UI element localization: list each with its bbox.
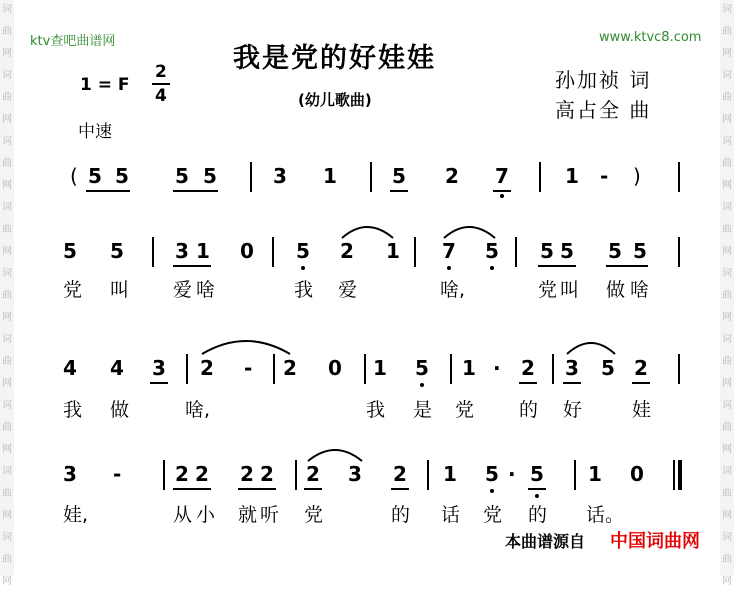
right-watermark-strip bbox=[720, 0, 734, 587]
side-watermark-char: 曲 bbox=[2, 422, 12, 433]
barline bbox=[678, 237, 680, 267]
note: 2 bbox=[445, 164, 459, 188]
note: 1 bbox=[323, 164, 337, 188]
note: 2 bbox=[200, 356, 214, 380]
side-watermark-char: 网 bbox=[2, 444, 12, 455]
side-watermark-char: 曲 bbox=[722, 422, 732, 433]
underline bbox=[304, 488, 322, 490]
note: 3 bbox=[565, 356, 579, 380]
note: 4 bbox=[110, 356, 124, 380]
note: ( bbox=[70, 164, 78, 188]
side-watermark-char: 曲 bbox=[722, 356, 732, 367]
underline bbox=[563, 382, 581, 384]
note: 1 bbox=[196, 239, 210, 263]
note: 1 bbox=[565, 164, 579, 188]
barline bbox=[678, 162, 680, 192]
lyric: 话。 bbox=[586, 504, 625, 526]
octave-dot bbox=[500, 194, 504, 198]
barline bbox=[186, 354, 188, 384]
octave-dot bbox=[301, 266, 305, 270]
side-watermark-char: 网 bbox=[2, 510, 12, 521]
underline bbox=[632, 382, 650, 384]
note: 5 bbox=[392, 164, 406, 188]
note: 3 bbox=[348, 462, 362, 486]
lyric: 党 bbox=[538, 279, 558, 301]
source-label: 本曲谱源自 bbox=[505, 532, 586, 551]
underline bbox=[173, 488, 211, 490]
side-watermark-char: 网 bbox=[722, 510, 732, 521]
note: 3 bbox=[273, 164, 287, 188]
side-watermark-char: 网 bbox=[2, 114, 12, 125]
note: 1 bbox=[373, 356, 387, 380]
lyric: 做 bbox=[110, 399, 130, 421]
side-watermark-char: 曲 bbox=[2, 92, 12, 103]
barline bbox=[552, 354, 554, 384]
octave-dot bbox=[420, 383, 424, 387]
underline bbox=[606, 265, 648, 267]
lyric: 就 bbox=[238, 504, 258, 526]
side-watermark-char: 词 bbox=[722, 202, 732, 213]
side-watermark-char: 曲 bbox=[2, 554, 12, 565]
side-watermark-char: 曲 bbox=[722, 488, 732, 499]
side-watermark-char: 网 bbox=[722, 48, 732, 59]
underline bbox=[391, 488, 409, 490]
side-watermark-char: 网 bbox=[722, 378, 732, 389]
lyric: 党 bbox=[63, 279, 83, 301]
side-watermark-char: 词 bbox=[722, 334, 732, 345]
side-watermark-char: 曲 bbox=[2, 488, 12, 499]
side-watermark-char: 词 bbox=[2, 334, 12, 345]
side-watermark-char: 曲 bbox=[722, 290, 732, 301]
time-signature-bottom: 4 bbox=[155, 86, 167, 106]
song-title: 我是党的好娃娃 bbox=[233, 43, 436, 74]
note: - bbox=[113, 462, 122, 486]
side-watermark-char: 网 bbox=[722, 312, 732, 323]
side-watermark-char: 曲 bbox=[722, 224, 732, 235]
lyric: 话 bbox=[441, 504, 461, 526]
side-watermark-char: 曲 bbox=[2, 356, 12, 367]
lyric: 我 bbox=[294, 279, 314, 301]
note: 0 bbox=[328, 356, 342, 380]
octave-dot bbox=[535, 494, 539, 498]
lyric: 小 bbox=[196, 504, 216, 526]
lyric: 的 bbox=[519, 399, 539, 421]
barline bbox=[152, 237, 154, 267]
lyric: 好 bbox=[563, 399, 583, 421]
lyric: 啥 bbox=[630, 279, 650, 301]
composer-credit: 高占全 曲 bbox=[555, 98, 652, 122]
lyric: 啥, bbox=[440, 279, 466, 301]
side-watermark-char: 词 bbox=[2, 268, 12, 279]
lyric: 我 bbox=[366, 399, 386, 421]
barline bbox=[272, 237, 274, 267]
note: 2 bbox=[240, 462, 254, 486]
barline bbox=[364, 354, 366, 384]
note: 2 bbox=[521, 356, 535, 380]
side-watermark-char: 曲 bbox=[2, 158, 12, 169]
side-watermark-char: 网 bbox=[2, 180, 12, 191]
left-watermark-strip bbox=[0, 0, 14, 587]
slur bbox=[340, 222, 395, 240]
note: 5 bbox=[115, 164, 129, 188]
underline bbox=[173, 190, 218, 192]
side-watermark-char: 词 bbox=[722, 268, 732, 279]
note: 5 bbox=[601, 356, 615, 380]
augmentation-dot: · bbox=[508, 462, 516, 486]
note: 0 bbox=[630, 462, 644, 486]
barline bbox=[295, 460, 297, 490]
slur bbox=[442, 222, 497, 240]
barline bbox=[414, 237, 416, 267]
side-watermark-char: 词 bbox=[2, 4, 12, 15]
watermark-left: ktv查吧曲谱网 bbox=[30, 34, 116, 49]
underline bbox=[519, 382, 537, 384]
note: 3 bbox=[152, 356, 166, 380]
tie bbox=[200, 336, 292, 356]
lyric: 党 bbox=[304, 504, 324, 526]
time-signature-line bbox=[152, 83, 170, 85]
lyric: 听 bbox=[260, 504, 280, 526]
note: 4 bbox=[63, 356, 77, 380]
note: 2 bbox=[283, 356, 297, 380]
note: 2 bbox=[393, 462, 407, 486]
side-watermark-char: 词 bbox=[2, 202, 12, 213]
side-watermark-char: 词 bbox=[722, 532, 732, 543]
note: 2 bbox=[634, 356, 648, 380]
note: 5 bbox=[485, 239, 499, 263]
lyric: 我 bbox=[63, 399, 83, 421]
lyricist-credit: 孙加祯 词 bbox=[555, 68, 652, 92]
side-watermark-char: 网 bbox=[2, 246, 12, 257]
octave-dot bbox=[490, 266, 494, 270]
side-watermark-char: 曲 bbox=[722, 158, 732, 169]
lyric: 的 bbox=[391, 504, 411, 526]
barline bbox=[450, 354, 452, 384]
note: 2 bbox=[195, 462, 209, 486]
side-watermark-char: 曲 bbox=[722, 26, 732, 37]
side-watermark-char: 词 bbox=[2, 70, 12, 81]
lyric: 的 bbox=[528, 504, 548, 526]
note: ) bbox=[633, 164, 641, 188]
note: - bbox=[600, 164, 609, 188]
note: 5 bbox=[608, 239, 622, 263]
underline bbox=[173, 265, 211, 267]
note: 2 bbox=[306, 462, 320, 486]
side-watermark-char: 词 bbox=[722, 4, 732, 15]
side-watermark-char: 词 bbox=[2, 400, 12, 411]
note: 5 bbox=[296, 239, 310, 263]
note: 5 bbox=[88, 164, 102, 188]
side-watermark-char: 曲 bbox=[722, 92, 732, 103]
underline bbox=[86, 190, 130, 192]
side-watermark-char: 网 bbox=[722, 114, 732, 125]
side-watermark-char: 词 bbox=[2, 466, 12, 477]
side-watermark-char: 词 bbox=[722, 466, 732, 477]
note: - bbox=[244, 356, 253, 380]
note: 1 bbox=[386, 239, 400, 263]
barline bbox=[163, 460, 165, 490]
note: 7 bbox=[442, 239, 456, 263]
side-watermark-char: 网 bbox=[2, 312, 12, 323]
lyric: 娃 bbox=[632, 399, 652, 421]
octave-dot bbox=[490, 489, 494, 493]
side-watermark-char: 词 bbox=[722, 136, 732, 147]
note: 5 bbox=[485, 462, 499, 486]
side-watermark-char: 曲 bbox=[722, 554, 732, 565]
side-watermark-char: 网 bbox=[2, 48, 12, 59]
final-barline-thin bbox=[673, 460, 675, 490]
lyric: 从 bbox=[173, 504, 193, 526]
source-site-name: 中国词曲网 bbox=[610, 531, 700, 552]
note: 3 bbox=[175, 239, 189, 263]
side-watermark-char: 曲 bbox=[2, 290, 12, 301]
note: 5 bbox=[175, 164, 189, 188]
note: 5 bbox=[633, 239, 647, 263]
note: 5 bbox=[110, 239, 124, 263]
watermark-right: www.ktvc8.com bbox=[599, 30, 702, 45]
side-watermark-char: 网 bbox=[722, 246, 732, 257]
slur bbox=[565, 338, 617, 356]
side-watermark-char: 词 bbox=[722, 400, 732, 411]
lyric: 是 bbox=[413, 399, 433, 421]
underline bbox=[150, 382, 168, 384]
underline bbox=[238, 488, 276, 490]
side-watermark-char: 词 bbox=[722, 70, 732, 81]
octave-dot bbox=[447, 266, 451, 270]
note: 2 bbox=[260, 462, 274, 486]
lyric: 啥, bbox=[185, 399, 211, 421]
note: 3 bbox=[63, 462, 77, 486]
barline bbox=[515, 237, 517, 267]
barline bbox=[678, 354, 680, 384]
note: 7 bbox=[495, 164, 509, 188]
lyric: 叫 bbox=[560, 279, 580, 301]
barline bbox=[539, 162, 541, 192]
note: 1 bbox=[443, 462, 457, 486]
side-watermark-char: 网 bbox=[722, 180, 732, 191]
lyric: 娃, bbox=[63, 504, 89, 526]
time-signature-top: 2 bbox=[155, 62, 167, 82]
note: 5 bbox=[530, 462, 544, 486]
side-watermark-char: 网 bbox=[2, 576, 12, 587]
slur bbox=[306, 445, 364, 463]
lyric: 叫 bbox=[110, 279, 130, 301]
note: 2 bbox=[340, 239, 354, 263]
lyric: 党 bbox=[455, 399, 475, 421]
barline bbox=[427, 460, 429, 490]
side-watermark-char: 词 bbox=[2, 532, 12, 543]
note: 0 bbox=[240, 239, 254, 263]
final-barline-thick bbox=[678, 460, 682, 490]
note: 1 bbox=[462, 356, 476, 380]
lyric: 啥 bbox=[196, 279, 216, 301]
note: 2 bbox=[175, 462, 189, 486]
side-watermark-char: 词 bbox=[2, 136, 12, 147]
lyric: 做 bbox=[606, 279, 626, 301]
side-watermark-char: 网 bbox=[722, 576, 732, 587]
lyric: 爱 bbox=[173, 279, 193, 301]
side-watermark-char: 曲 bbox=[2, 26, 12, 37]
note: 5 bbox=[63, 239, 77, 263]
barline bbox=[250, 162, 252, 192]
note: 1 bbox=[588, 462, 602, 486]
underline bbox=[493, 190, 511, 192]
song-subtitle: (幼儿歌曲) bbox=[298, 91, 372, 109]
lyric: 爱 bbox=[338, 279, 358, 301]
note: 5 bbox=[560, 239, 574, 263]
side-watermark-char: 曲 bbox=[2, 224, 12, 235]
underline bbox=[538, 265, 576, 267]
barline bbox=[273, 354, 275, 384]
side-watermark-char: 网 bbox=[722, 444, 732, 455]
side-watermark-char: 网 bbox=[2, 378, 12, 389]
augmentation-dot: · bbox=[493, 356, 501, 380]
note: 5 bbox=[415, 356, 429, 380]
barline bbox=[574, 460, 576, 490]
note: 5 bbox=[540, 239, 554, 263]
key-signature: 1 = F bbox=[80, 75, 130, 95]
barline bbox=[370, 162, 372, 192]
tempo-marking: 中速 bbox=[78, 122, 112, 142]
underline bbox=[390, 190, 408, 192]
underline bbox=[528, 488, 546, 490]
note: 5 bbox=[203, 164, 217, 188]
lyric: 党 bbox=[483, 504, 503, 526]
